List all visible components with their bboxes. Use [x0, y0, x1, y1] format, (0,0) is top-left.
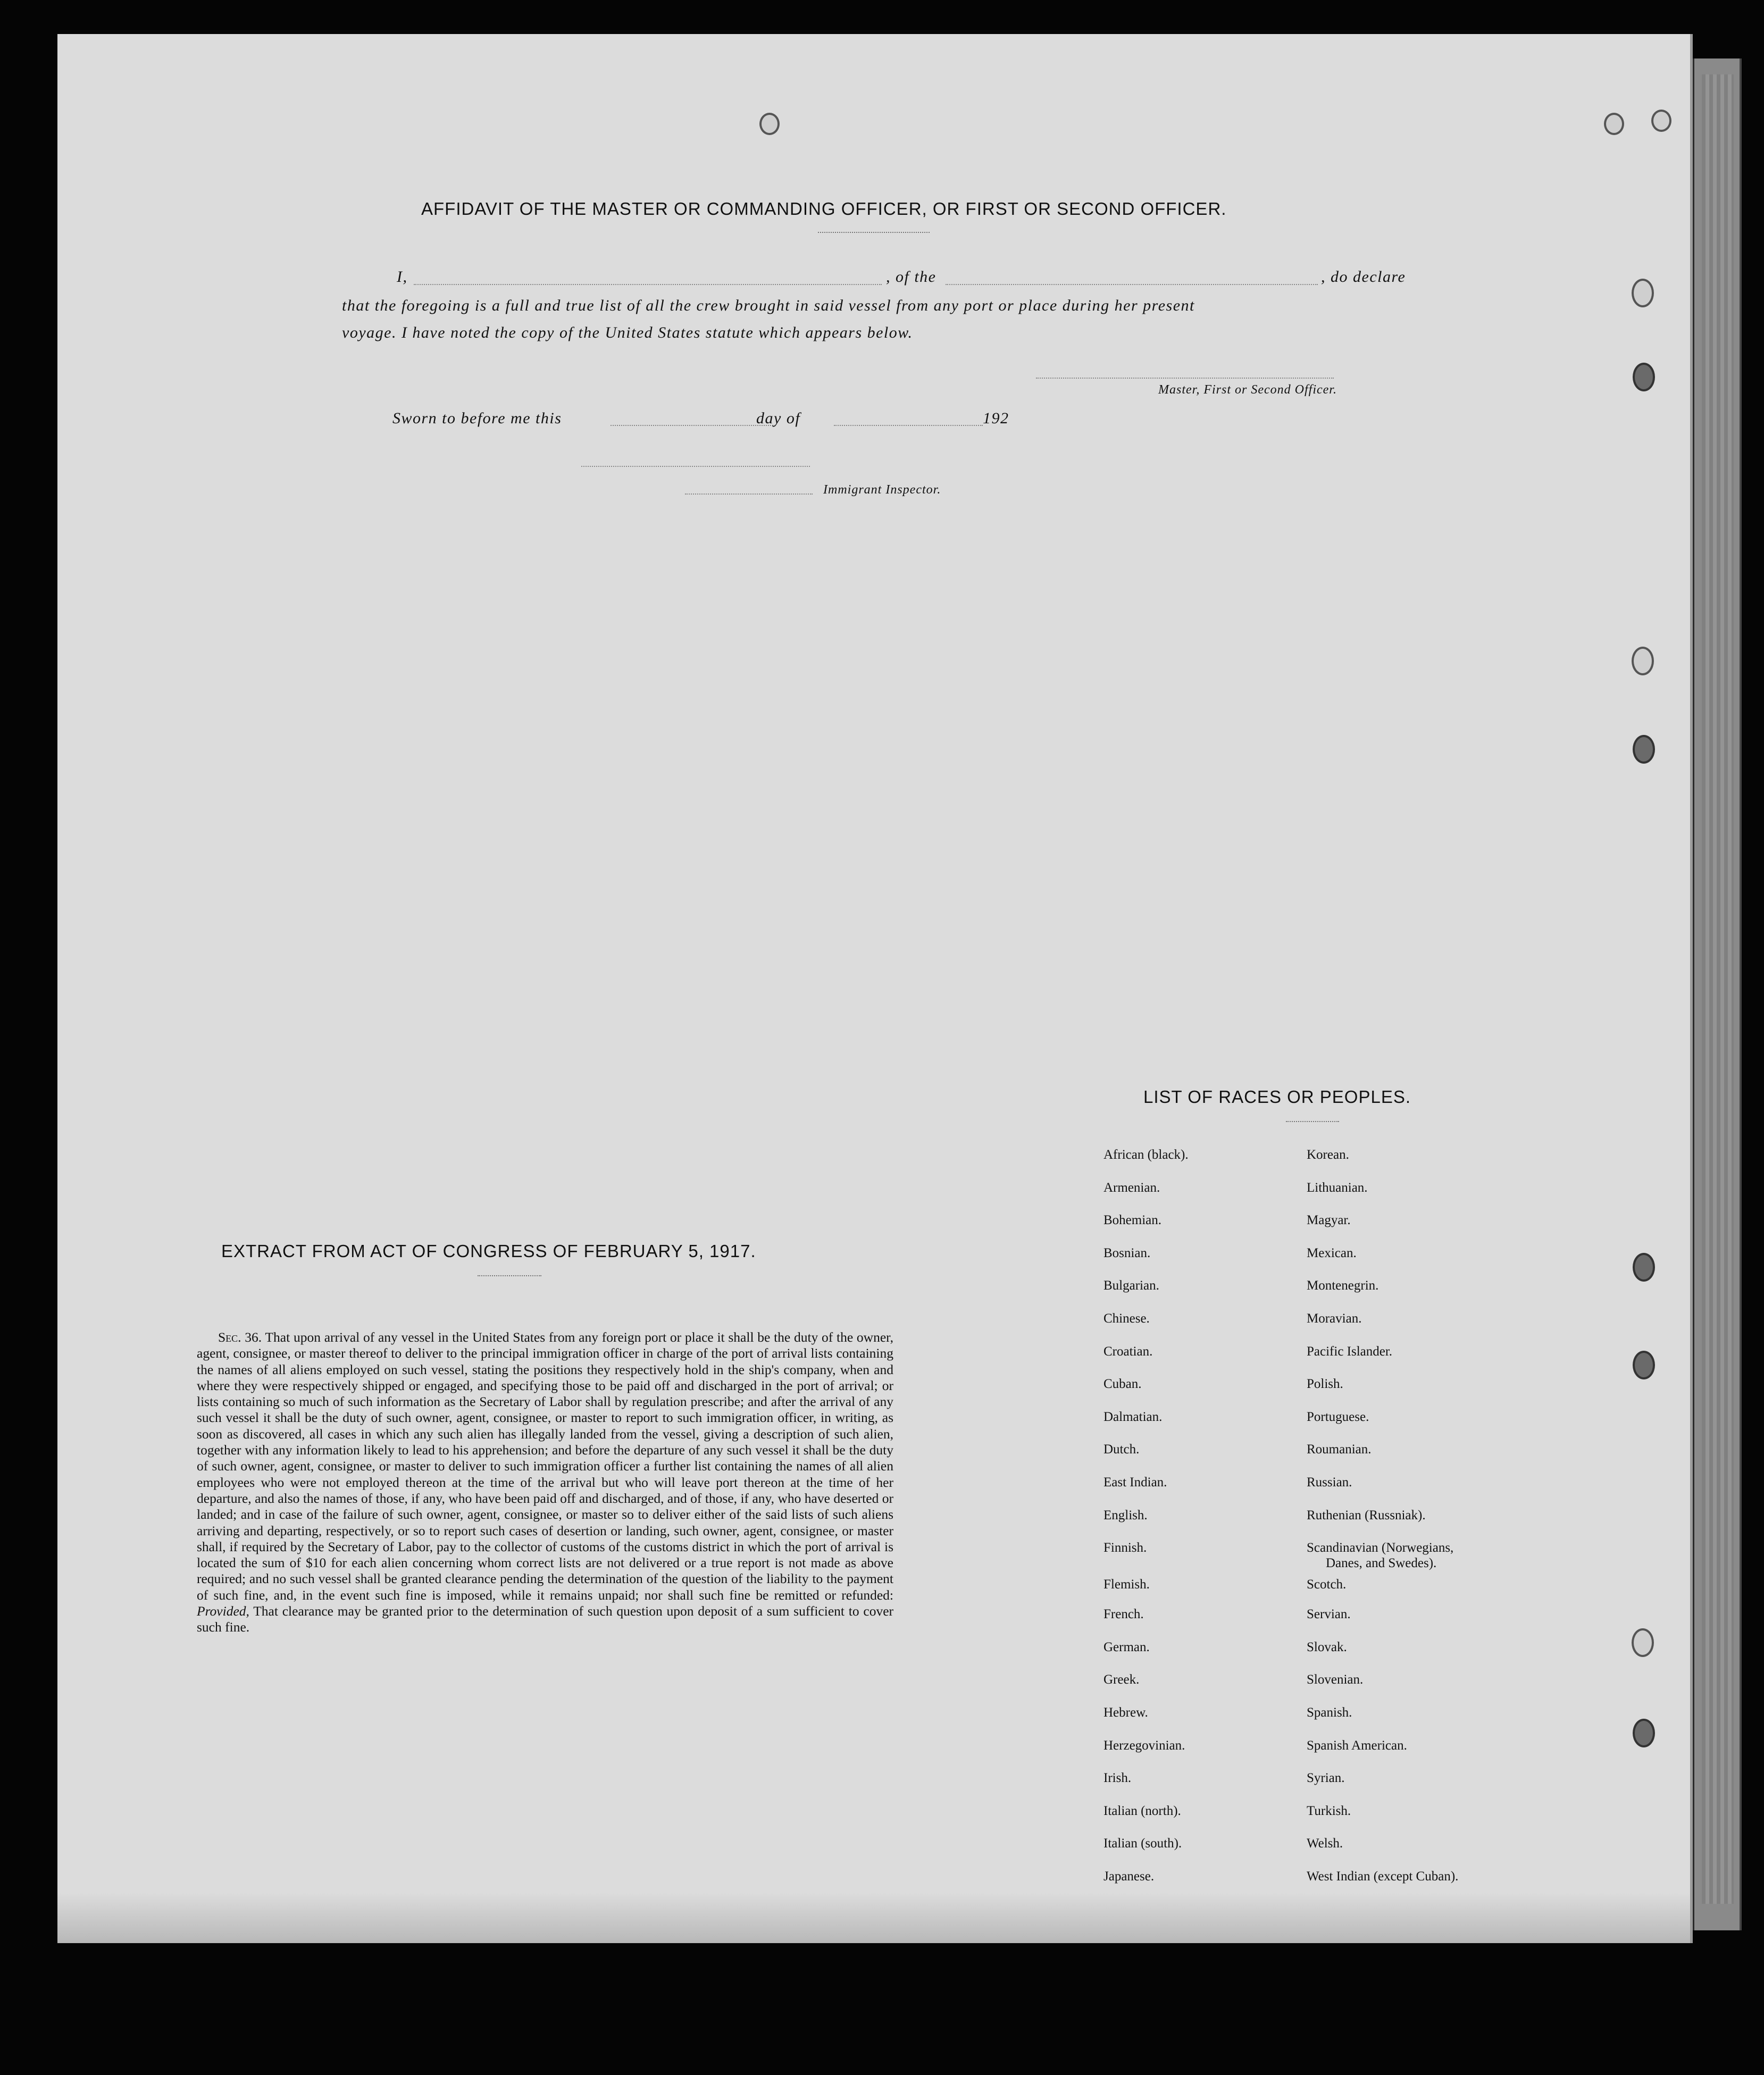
race-item: Finnish.	[1103, 1541, 1147, 1555]
race-item: Ruthenian (Russniak).	[1307, 1508, 1426, 1522]
section-label: Sec. 36.	[218, 1329, 262, 1345]
binder-hole-icon	[759, 113, 780, 135]
race-item: Italian (south).	[1103, 1836, 1182, 1851]
race-item: Hebrew.	[1103, 1705, 1148, 1720]
form-page	[57, 34, 1693, 1943]
race-item: Cuban.	[1103, 1377, 1142, 1392]
race-item: Pacific Islander.	[1307, 1344, 1393, 1359]
binder-hole-icon	[1633, 363, 1655, 391]
vessel-blank[interactable]	[946, 284, 1318, 285]
sworn-text-a: Sworn to before me this	[392, 409, 562, 427]
race-item: Chinese.	[1103, 1311, 1150, 1326]
race-item: French.	[1103, 1607, 1144, 1622]
page-bottom-edge	[57, 1893, 1690, 1943]
race-item: Spanish.	[1307, 1705, 1352, 1720]
name-blank[interactable]	[414, 284, 882, 285]
binder-hole-icon	[1651, 110, 1671, 132]
race-item: West Indian (except Cuban).	[1307, 1869, 1459, 1884]
race-item: Dalmatian.	[1103, 1409, 1163, 1424]
race-item: Slovenian.	[1307, 1672, 1364, 1687]
race-item: Slovak.	[1307, 1639, 1347, 1654]
inspector-blank-2[interactable]	[685, 493, 813, 495]
master-signature-blank[interactable]	[1036, 378, 1334, 379]
race-item: East Indian.	[1103, 1475, 1167, 1490]
race-item: Russian.	[1307, 1475, 1352, 1490]
race-item: Armenian.	[1103, 1180, 1160, 1195]
sworn-day-blank[interactable]	[611, 425, 775, 426]
race-item: Syrian.	[1307, 1771, 1345, 1786]
statute-body: That upon arrival of any vessel in the United States from any foreign port or place it shall be the duty of the owner, agent, consignee, or master thereof to deliver to the principal immigration officer in charge of the port of arrival lists containing the names of all aliens employed on such vessel, stating the positions they respectively hold in the ship's company, when and where they were respectively shipped or engaged, and specifying those to be paid off and discharged in the port of arrival; or lists containing so much of such information as the Secretary of Labor shall by regulation prescribe; and after the arrival of any such vessel it shall be the duty of such owner, agent, consignee, or master to report to such immigration officer, in writing, as soon as discovered, all cases in which any such alien has illegally landed from the vessel, giving a description of such alien, together with any information likely to lead to his apprehension; and before the departure of any such vessel it shall be the duty of such owner, agent, consignee, or master to deliver to such immigration officer a further list containing the names of all alien employees who were not employed thereon at the time of the arrival but who will leave port thereon at the time of her departure, and also the names of those, if any, who have been paid off and discharged, and of those, if any, who have deserted or landed; and in case of the failure of such owner, agent, consignee, or master so to deliver either of the said lists of such aliens arriving and departing, respectively, or so to report such cases of desertion or landing, such owner, agent, consignee, or master shall, if required by the Secretary of Labor, pay to the collector of customs of the customs district in which the port of arrival is located the sum of $10 for each alien concerning whom correct lists are not delivered or a true report is not made as above required; and no such vessel shall be granted clearance pending the determination of the question of the liability to the payment of such fine, and, in the event such fine is imposed, while it remains unpaid; nor shall such fine be remitted or refunded:	[197, 1329, 894, 1603]
sworn-month-blank[interactable]	[834, 425, 983, 426]
statute-provided: Provided,	[197, 1603, 249, 1619]
affidavit-line2: that the foregoing is a full and true list of all the crew brought in said vessel from any port or place during her present	[342, 297, 1195, 314]
master-signature-label: Master, First or Second Officer.	[1158, 383, 1337, 397]
binder-hole-icon	[1632, 279, 1654, 307]
race-item: Scotch.	[1307, 1577, 1347, 1592]
race-item: African (black).	[1103, 1148, 1189, 1162]
race-item: English.	[1103, 1508, 1148, 1522]
inspector-blank-1[interactable]	[581, 466, 810, 467]
race-item: Welsh.	[1307, 1836, 1343, 1851]
race-item: Spanish American.	[1307, 1738, 1407, 1753]
back-sheet-texture	[1702, 74, 1734, 1904]
races-left-column	[1103, 1148, 1189, 1902]
affidavit-line1-end: , do declare	[1321, 268, 1406, 286]
race-item	[1307, 1541, 1458, 1577]
affidavit-line1-start: I,	[397, 268, 408, 286]
binder-hole-icon	[1633, 735, 1655, 764]
race-item: Turkish.	[1307, 1803, 1351, 1818]
binder-hole-icon	[1633, 1351, 1655, 1379]
binder-hole-icon	[1632, 647, 1654, 675]
race-item: Korean.	[1307, 1148, 1349, 1162]
race-item: Italian (north).	[1103, 1803, 1181, 1818]
race-item: Flemish.	[1103, 1577, 1150, 1592]
race-item: Mexican.	[1307, 1245, 1357, 1260]
races-title-rule	[1286, 1121, 1339, 1122]
races-right-column	[1307, 1148, 1458, 1902]
race-item: Bulgarian.	[1103, 1278, 1159, 1293]
affidavit-title: AFFIDAVIT OF THE MASTER OR COMMANDING OFFICER, OR FIRST OR SECOND OFFICER.	[421, 199, 1227, 219]
extract-title-rule	[478, 1275, 541, 1276]
race-item: Bohemian.	[1103, 1213, 1162, 1228]
binder-hole-icon	[1633, 1719, 1655, 1747]
race-item-line: Scandinavian (Norwegians,	[1307, 1541, 1454, 1555]
race-item: Bosnian.	[1103, 1245, 1151, 1260]
binder-hole-icon	[1632, 1628, 1654, 1657]
binder-hole-icon	[1633, 1253, 1655, 1282]
extract-title: EXTRACT FROM ACT OF CONGRESS OF FEBRUARY 5, 1917.	[221, 1241, 756, 1261]
race-item: German.	[1103, 1639, 1150, 1654]
race-item: Herzegovinian.	[1103, 1738, 1185, 1753]
race-item-continuation: Danes, and Swedes).	[1326, 1556, 1437, 1571]
race-item: Greek.	[1103, 1672, 1140, 1687]
sworn-text-b: day of	[756, 409, 801, 427]
sworn-year: 192	[983, 409, 1009, 427]
race-item: Montenegrin.	[1307, 1278, 1379, 1293]
race-item: Servian.	[1307, 1607, 1351, 1622]
affidavit-line1-mid: , of the	[886, 268, 937, 286]
statute-body-end: That clearance may be granted prior to the determination of such question upon deposit of a sum sufficient to cover such fine.	[197, 1603, 894, 1635]
race-item: Dutch.	[1103, 1442, 1140, 1457]
race-item: Polish.	[1307, 1377, 1343, 1392]
race-item: Lithuanian.	[1307, 1180, 1368, 1195]
race-item: Moravian.	[1307, 1311, 1362, 1326]
affidavit-line3: voyage. I have noted the copy of the United States statute which appears below.	[342, 324, 913, 341]
races-title: LIST OF RACES OR PEOPLES.	[1143, 1087, 1411, 1107]
inspector-label: Immigrant Inspector.	[823, 483, 941, 497]
race-item: Japanese.	[1103, 1869, 1155, 1884]
race-item: Irish.	[1103, 1771, 1132, 1786]
race-item: Portuguese.	[1307, 1409, 1369, 1424]
race-item: Magyar.	[1307, 1213, 1351, 1228]
race-item: Roumanian.	[1307, 1442, 1372, 1457]
binder-hole-icon	[1604, 113, 1624, 135]
title-rule	[818, 232, 930, 233]
statute-text	[197, 1329, 893, 1636]
race-item: Croatian.	[1103, 1344, 1153, 1359]
